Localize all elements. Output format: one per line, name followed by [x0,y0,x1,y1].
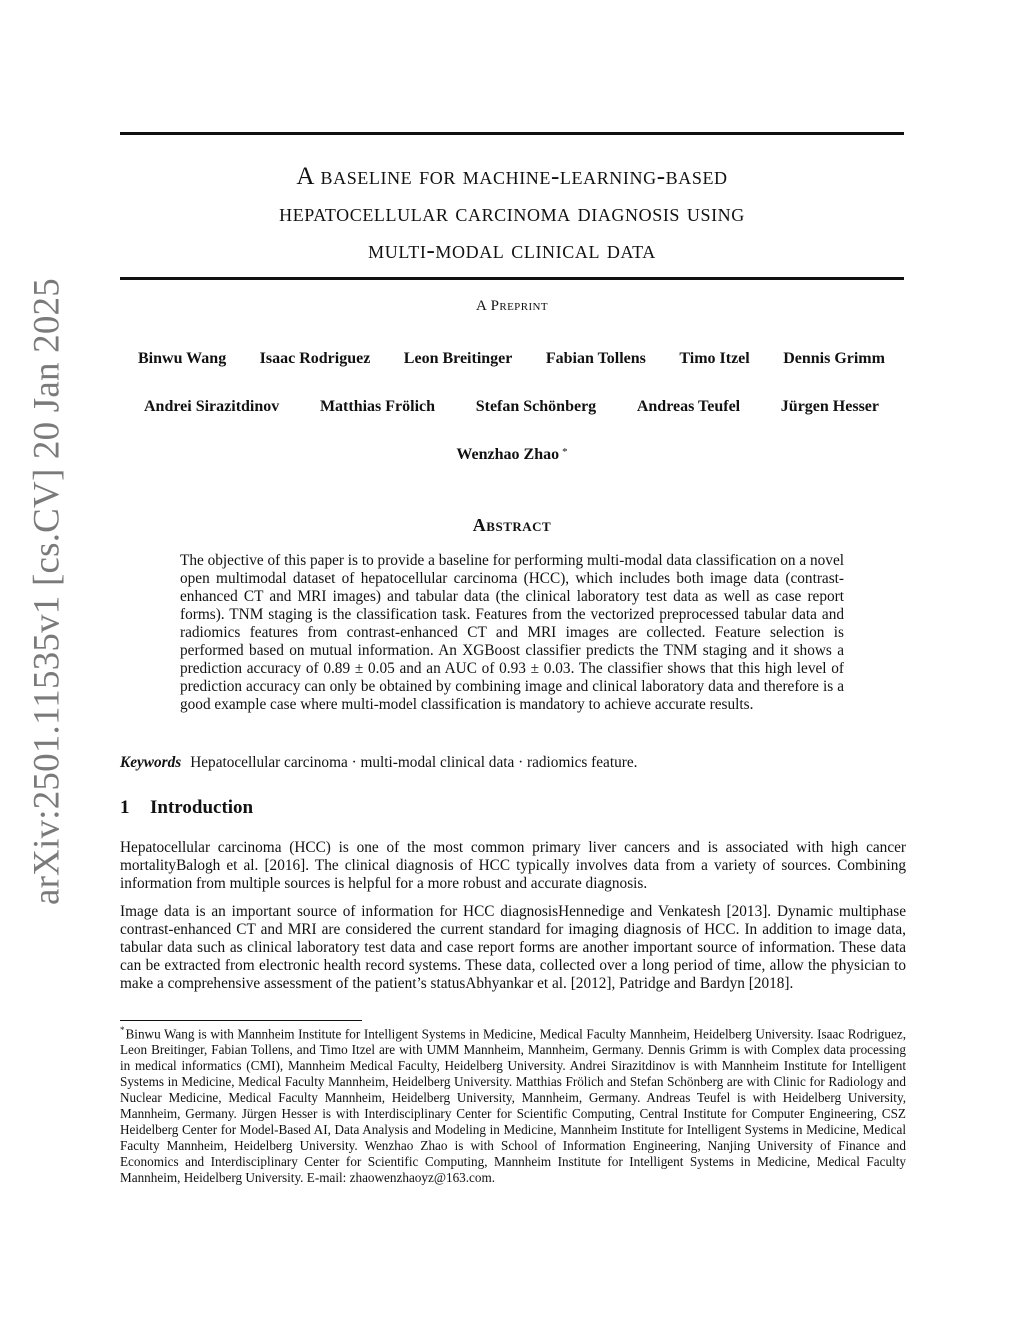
intro-paragraph-1: Hepatocellular carcinoma (HCC) is one of the most common primary liver cancers and is associated with high cancer mortalityBalogh et al. [2016]. The clinical diagnosis of HCC typically involves data from a variety of sources. Combining information from multiple sources is helpful for a more robust and accurate diagnosis. [120,839,906,892]
author-name: Jürgen Hesser [780,398,879,415]
author-name: Leon Breitinger [403,350,513,367]
title-line-2: hepatocellular carcinoma diagnosis using [279,200,745,227]
paper-title [120,158,904,269]
title-bottom-rule [120,277,904,280]
footnote-rule [120,1020,362,1021]
keywords-line [120,753,904,773]
abstract-text: The objective of this paper is to provide a baseline for performing multi-modal data classification on a novel open multimodal dataset of hepatocellular carcinoma (HCC), which includes both image data (contrast-enhanced CT and MRI images) and tabular data (the clinical laboratory test data as well as case report forms). TNM staging is the classification task. Features from the vectorized preprocessed tabular data and radiomics features from contrast-enhanced CT and MRI images are collected. Feature selection is performed based on mutual information. An XGBoost classifier predicts the TNM staging and it shows a prediction accuracy of 0.89 ± 0.05 and an AUC of 0.93 ± 0.03. The classifier shows that this high level of prediction accuracy can only be obtained by combining image and clinical laboratory data and therefore is a good example case where multi-model classification is mandatory to achieve accurate results. [180,552,844,713]
author-name: Timo Itzel [679,350,750,367]
title-line-3: multi-modal clinical data [368,237,656,264]
author-name: Andreas Teufel [636,398,741,415]
corresponding-author-mark[interactable]: * [562,446,568,458]
section-title: Introduction [150,797,254,818]
intro-paragraph-2: Image data is an important source of information for HCC diagnosisHennedige and Venkatesh [2013]. Dynamic multiphase contrast-enhanced CT and MRI are considered the current standard for imaging diagnosis of HCC. In addition to image data, tabular data such as clinical laboratory test data and case report forms are another important source of information. These data can be extracted from electronic health record systems. These data, collected over a long period of time, allow the physician to make a comprehensive assessment of the patient’s statusAbhyankar et al. [2012], Patridge and Bardyn [2018]. [120,903,906,992]
footnote-text: Binwu Wang is with Mannheim Institute for Intelligent Systems in Medicine, Medical Faculty Mannheim, Heidelberg University. Isaac Rodriguez, Leon Breitinger, Fabian Tollens, and Timo Itzel are with UMM Mannheim, Mannheim, Germany. Dennis Grimm is with Complex data processing in medical informatics (CMI), Mannheim Medical Faculty, Heidelberg University. Andrei Sirazitdinov is with Mannheim Institute for Intelligent Systems in Medicine, Medical Faculty Mannheim, Heidelberg University. Matthias Frölich and Stefan Schönberg are with Clinic for Radiology and Nuclear Medicine, Medical Faculty Mannheim, Heidelberg University, Mannheim, Germany. Andreas Teufel is with Heidelberg University, Mannheim, Germany. Jürgen Hesser is with Interdisciplinary Center for Scientific Computing, Central Institute for Computer Engineering, CSZ Heidelberg Center for Model-Based AI, Data Analysis and Modeling in Medicine, Mannheim Institute for Intelligent Systems in Medicine, Medical Faculty Mannheim, Heidelberg University. Wenzhao Zhao is with School of Information Engineering, Nanjing University of Finance and Economics and Interdisciplinary Center for Scientific Computing, Mannheim Institute for Intelligent Systems in Medicine, Medical Faculty Mannheim, Heidelberg University. E-mail: zhaowenzhaoyz@163.com. [120,1026,906,1186]
author-name: Dennis Grimm [783,350,885,367]
preprint-label: A Preprint [476,298,548,314]
author-name: Andrei Sirazitdinov [144,398,280,415]
author-row-3 [120,446,904,464]
keywords-label: Keywords [120,754,182,771]
arxiv-identifier-stamp: arXiv:2501.11535v1 [cs.CV] 20 Jan 2025 [26,278,68,905]
title-top-rule [120,132,904,135]
author-row-2 [144,398,879,416]
author-name: Stefan Schönberg [475,398,597,415]
author-row-1 [138,350,885,368]
section-heading-introduction [120,797,253,819]
author-name: Isaac Rodriguez [259,350,371,367]
author-name: Fabian Tollens [545,350,646,367]
author-name: Wenzhao Zhao [456,446,560,463]
abstract-heading: Abstract [472,515,552,535]
section-number: 1 [120,797,130,818]
footnote-mark: * [120,1025,125,1035]
keywords-text: Hepatocellular carcinoma · multi-modal clinical data · radiomics feature. [190,754,638,771]
affiliations-footnote [120,1022,906,1186]
author-name: Binwu Wang [138,350,227,367]
author-name: Matthias Frölich [319,398,436,415]
title-line-1: A baseline for machine-learning-based [296,163,728,190]
